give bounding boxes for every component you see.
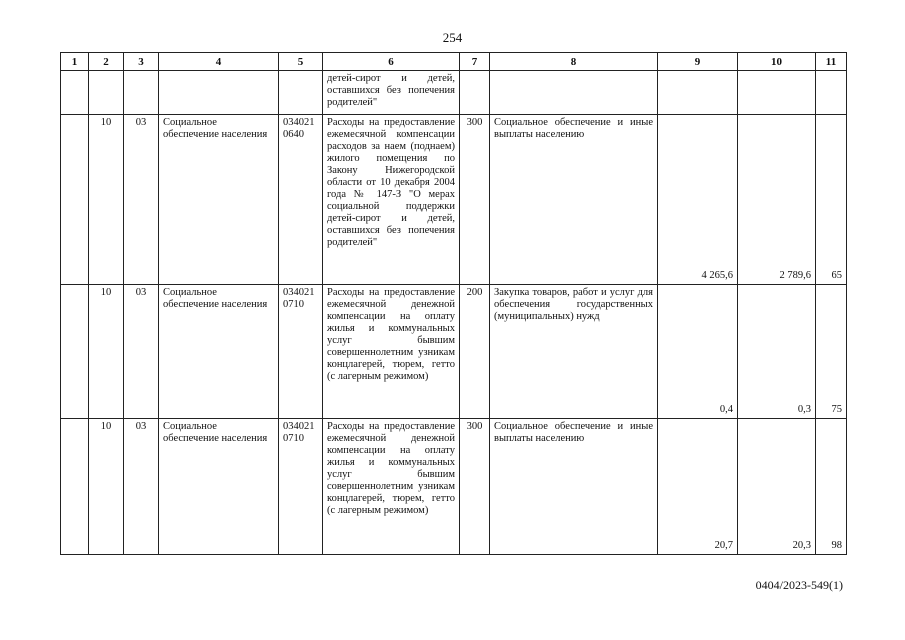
header-cell: 9 bbox=[658, 53, 738, 71]
description-cell: Расходы на предоставление ежемесячной компенсации расходов за наем (поднаем) жилого помещения по Закону Нижегородской области от 10 декабря 2004 года № 147-З "О мерах социальной поддержки детей-сирот и детей, оставшихся без попечения родителей" bbox=[323, 115, 460, 285]
actual-amount-cell: 20,3 bbox=[738, 419, 816, 555]
plan-amount-cell: 4 265,6 bbox=[658, 115, 738, 285]
header-cell: 2 bbox=[89, 53, 124, 71]
description-cell: Расходы на предоставление ежемесячной денежной компенсации на оплату жилья и коммунальных услуг бывшим совершеннолетним узникам концлагерей, тюрем, гетто (с лагерным режимом) bbox=[323, 285, 460, 419]
expense-name-cell: Закупка товаров, работ и услуг для обеспечения государственных (муниципальных) нужд bbox=[490, 285, 658, 419]
document-code: 0404/2023-549(1) bbox=[755, 578, 843, 592]
plan-amount-cell: 0,4 bbox=[658, 285, 738, 419]
expense-type-cell: 300 bbox=[460, 419, 490, 555]
table-row bbox=[61, 285, 847, 419]
target-code-cell: 034021 0640 bbox=[279, 115, 323, 285]
section-cell: 10 bbox=[89, 115, 124, 285]
actual-amount-cell: 0,3 bbox=[738, 285, 816, 419]
percent-cell: 98 bbox=[816, 419, 847, 555]
expense-type-cell: 300 bbox=[460, 115, 490, 285]
percent-cell: 65 bbox=[816, 115, 847, 285]
expense-type-cell: 200 bbox=[460, 285, 490, 419]
header-cell: 6 bbox=[323, 53, 460, 71]
target-code-cell: 034021 0710 bbox=[279, 419, 323, 555]
expense-name-cell: Социальное обеспечение и иные выплаты населению bbox=[490, 419, 658, 555]
table-row-continuation bbox=[61, 71, 847, 115]
plan-amount-cell: 20,7 bbox=[658, 419, 738, 555]
table-row bbox=[61, 419, 847, 555]
section-name-cell: Социальное обеспечение населения bbox=[159, 115, 279, 285]
header-cell: 4 bbox=[159, 53, 279, 71]
subsection-cell: 03 bbox=[124, 115, 159, 285]
header-cell: 8 bbox=[490, 53, 658, 71]
header-cell: 7 bbox=[460, 53, 490, 71]
expense-name-cell: Социальное обеспечение и иные выплаты населению bbox=[490, 115, 658, 285]
subsection-cell: 03 bbox=[124, 419, 159, 555]
header-cell: 11 bbox=[816, 53, 847, 71]
header-cell: 3 bbox=[124, 53, 159, 71]
header-cell: 1 bbox=[61, 53, 89, 71]
subsection-cell: 03 bbox=[124, 285, 159, 419]
description-cell: Расходы на предоставление ежемесячной денежной компенсации на оплату жилья и коммунальных услуг бывшим совершеннолетним узникам концлагерей, тюрем, гетто (с лагерным режимом) bbox=[323, 419, 460, 555]
page-number: 254 bbox=[442, 30, 463, 45]
header-cell: 5 bbox=[279, 53, 323, 71]
section-cell: 10 bbox=[89, 419, 124, 555]
header-cell: 10 bbox=[738, 53, 816, 71]
target-code-cell: 034021 0710 bbox=[279, 285, 323, 419]
actual-amount-cell: 2 789,6 bbox=[738, 115, 816, 285]
table-row bbox=[61, 115, 847, 285]
description-cell: детей-сирот и детей, оставшихся без попечения родителей" bbox=[323, 71, 460, 115]
header-row bbox=[61, 53, 847, 71]
section-name-cell: Социальное обеспечение населения bbox=[159, 419, 279, 555]
percent-cell: 75 bbox=[816, 285, 847, 419]
section-cell: 10 bbox=[89, 285, 124, 419]
budget-table bbox=[60, 52, 847, 555]
section-name-cell: Социальное обеспечение населения bbox=[159, 285, 279, 419]
